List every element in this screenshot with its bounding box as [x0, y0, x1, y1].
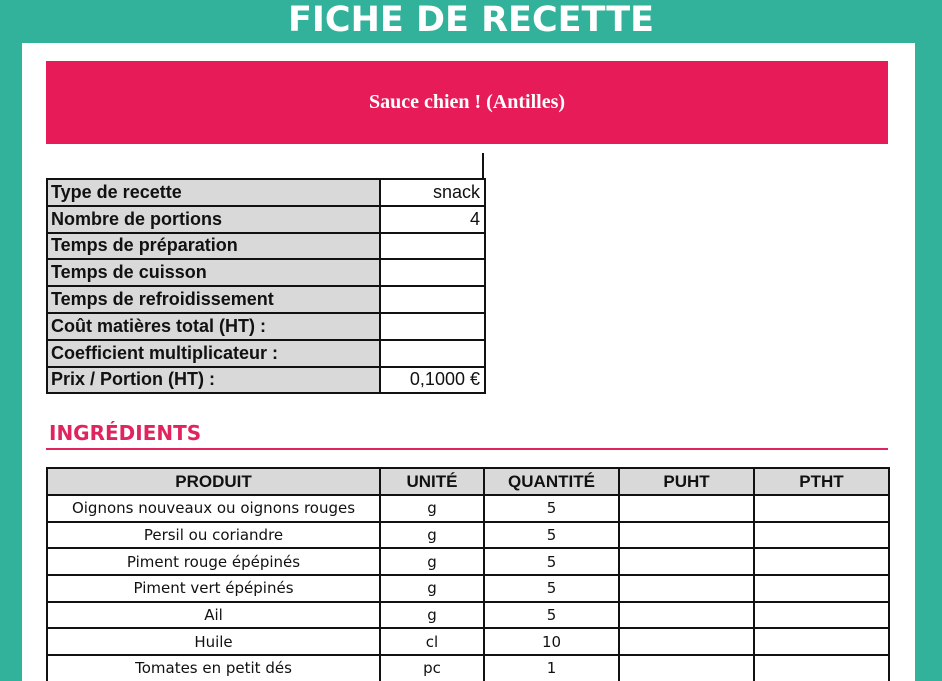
info-label: Temps de cuisson — [47, 259, 380, 286]
info-row-cook-time — [47, 259, 485, 286]
cell-produit[interactable]: Tomates en petit dés — [47, 655, 380, 681]
info-label: Prix / Portion (HT) : — [47, 367, 380, 394]
header-produit: PRODUIT — [47, 468, 380, 495]
cell-produit[interactable]: Oignons nouveaux ou oignons rouges — [47, 495, 380, 522]
cell-produit[interactable]: Huile — [47, 628, 380, 655]
cell-unite[interactable]: g — [380, 575, 484, 602]
cell-ptht[interactable] — [754, 655, 889, 681]
info-value[interactable] — [380, 286, 485, 313]
table-row — [47, 602, 889, 629]
section-divider — [46, 448, 888, 450]
table-row — [47, 628, 889, 655]
cell-puht[interactable] — [619, 602, 754, 629]
cell-produit[interactable]: Piment rouge épépinés — [47, 548, 380, 575]
cell-produit[interactable]: Piment vert épépinés — [47, 575, 380, 602]
cell-quantite[interactable]: 5 — [484, 522, 619, 549]
info-value[interactable]: 0,1000 € — [380, 367, 485, 394]
cell-puht[interactable] — [619, 495, 754, 522]
cell-unite[interactable]: g — [380, 522, 484, 549]
ingredients-heading: INGRÉDIENTS — [49, 421, 202, 445]
ingredients-table — [46, 467, 890, 681]
info-row-type — [47, 179, 485, 206]
cell-ptht[interactable] — [754, 602, 889, 629]
info-value[interactable]: 4 — [380, 206, 485, 233]
cell-quantite[interactable]: 5 — [484, 495, 619, 522]
cell-unite[interactable]: g — [380, 602, 484, 629]
cell-unite[interactable]: pc — [380, 655, 484, 681]
info-label: Coefficient multiplicateur : — [47, 340, 380, 367]
recipe-name: Sauce chien ! (Antilles) — [368, 91, 566, 113]
cell-unite[interactable]: cl — [380, 628, 484, 655]
table-row — [47, 495, 889, 522]
ingredients-header-row — [47, 468, 889, 495]
cell-produit[interactable]: Ail — [47, 602, 380, 629]
cell-quantite[interactable]: 10 — [484, 628, 619, 655]
cell-unite[interactable]: g — [380, 548, 484, 575]
info-label: Coût matières total (HT) : — [47, 313, 380, 340]
info-row-price-per-portion — [47, 367, 485, 394]
cell-puht[interactable] — [619, 628, 754, 655]
table-row — [47, 575, 889, 602]
cell-puht[interactable] — [619, 548, 754, 575]
table-row — [47, 655, 889, 681]
header-quantite: QUANTITÉ — [484, 468, 619, 495]
info-label: Type de recette — [47, 179, 380, 206]
info-label: Temps de refroidissement — [47, 286, 380, 313]
recipe-name-banner — [46, 61, 888, 144]
cell-ptht[interactable] — [754, 575, 889, 602]
cell-quantite[interactable]: 5 — [484, 575, 619, 602]
info-label: Temps de préparation — [47, 233, 380, 260]
page-title: FICHE DE RECETTE — [287, 0, 655, 40]
info-value[interactable] — [380, 340, 485, 367]
info-row-total-cost — [47, 313, 485, 340]
cell-ptht[interactable] — [754, 628, 889, 655]
header-puht: PUHT — [619, 468, 754, 495]
cell-quantite[interactable]: 5 — [484, 548, 619, 575]
header-unite: UNITÉ — [380, 468, 484, 495]
recipe-info-table — [46, 178, 486, 394]
info-row-prep-time — [47, 233, 485, 260]
cell-quantite[interactable]: 1 — [484, 655, 619, 681]
recipe-sheet — [22, 43, 915, 681]
cell-unite[interactable]: g — [380, 495, 484, 522]
column-divider — [482, 153, 484, 179]
cell-quantite[interactable]: 5 — [484, 602, 619, 629]
cell-puht[interactable] — [619, 655, 754, 681]
info-label: Nombre de portions — [47, 206, 380, 233]
cell-puht[interactable] — [619, 575, 754, 602]
cell-ptht[interactable] — [754, 495, 889, 522]
info-row-portions — [47, 206, 485, 233]
info-value[interactable] — [380, 313, 485, 340]
cell-ptht[interactable] — [754, 548, 889, 575]
info-value[interactable] — [380, 259, 485, 286]
cell-puht[interactable] — [619, 522, 754, 549]
header-ptht: PTHT — [754, 468, 889, 495]
info-value[interactable] — [380, 233, 485, 260]
info-row-cool-time — [47, 286, 485, 313]
table-row — [47, 548, 889, 575]
info-row-coefficient — [47, 340, 485, 367]
cell-ptht[interactable] — [754, 522, 889, 549]
table-row — [47, 522, 889, 549]
info-value[interactable]: snack — [380, 179, 485, 206]
cell-produit[interactable]: Persil ou coriandre — [47, 522, 380, 549]
